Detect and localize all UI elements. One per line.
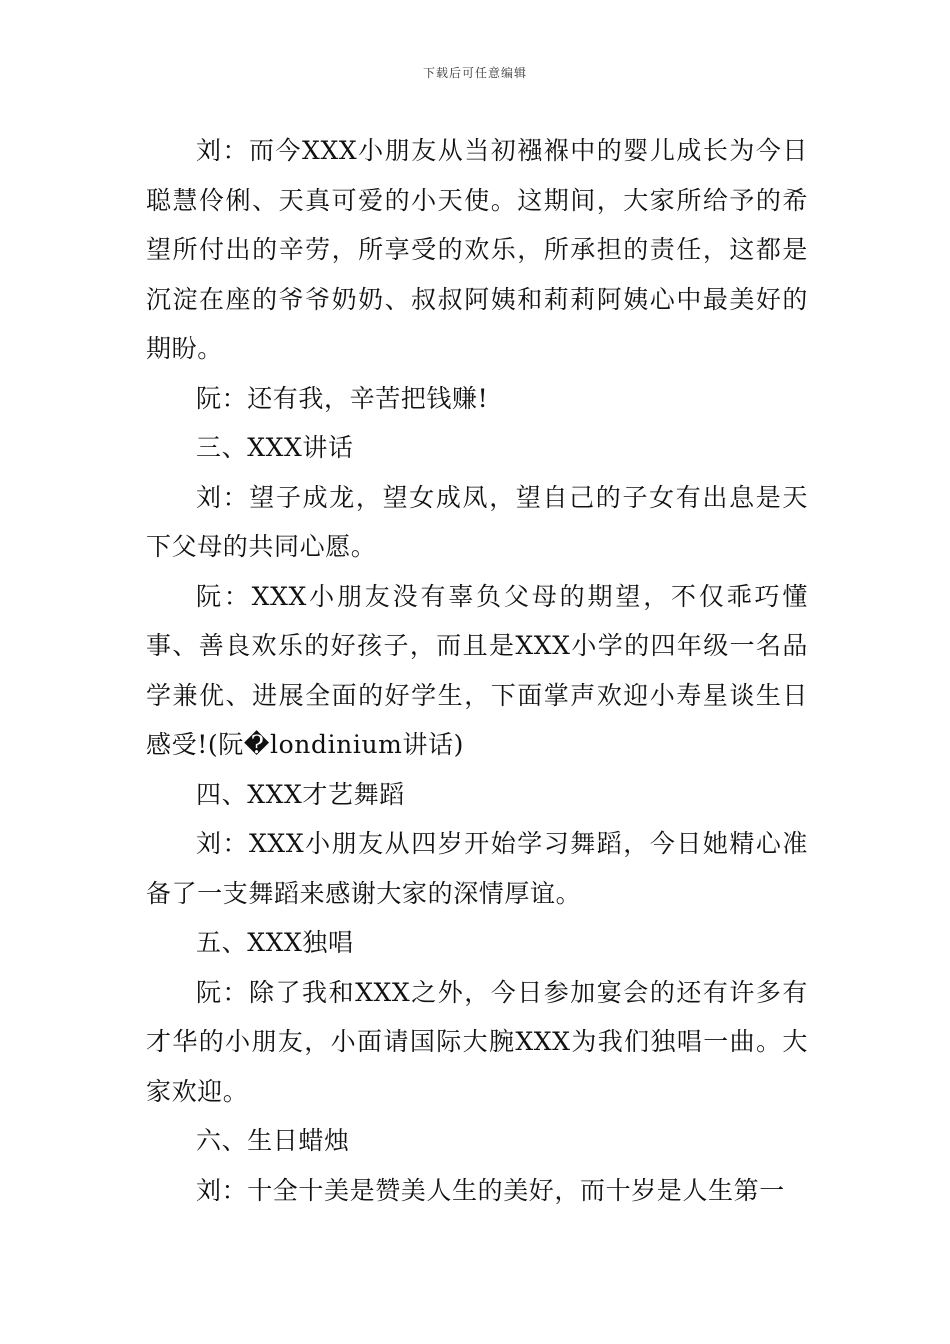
page-header: 下载后可任意编辑: [422, 66, 527, 80]
paragraph-9: 阮：除了我和XXX之外，今日参加宴会的还有许多有才华的小朋友，小面请国际大腕XXX为我们独唱一曲。大家欢迎。: [146, 977, 808, 1106]
paragraph-11: 刘：十全十美是赞美人生的美好，而十岁是人生第一: [196, 1175, 785, 1205]
paragraph-1: 刘：而今XXX小朋友从当初襁褓中的婴儿成长为今日聪慧伶俐、天真可爱的小天使。这期间，大家所给予的希望所付出的辛劳，所享受的欢乐，所承担的责任，这都是沉淀在座的爷爷奶奶、叔叔阿姨和莉莉阿姨心中最美好的期盼。: [146, 136, 808, 363]
paragraph-4: 刘：望子成龙，望女成凤，望自己的子女有出息是天下父母的共同心愿。: [146, 482, 808, 561]
section-heading-3: 三、XXX讲话: [196, 433, 354, 462]
paragraph-5: 阮：XXX小朋友没有辜负父母的期望，不仅乖巧懂事、善良欢乐的好孩子，而且是XXX小学的四年级一名品学兼优、进展全面的好学生，下面掌声欢迎小寿星谈生日感受!(阮�londinium讲话): [146, 581, 808, 759]
paragraph-7: 刘：XXX小朋友从四岁开始学习舞蹈，今日她精心准备了一支舞蹈来感谢大家的深情厚谊。: [146, 829, 808, 908]
section-heading-5: 五、XXX独唱: [196, 928, 354, 957]
document-body: [146, 126, 808, 1215]
section-heading-4: 四、XXX才艺舞蹈: [196, 779, 405, 809]
section-heading-6: 六、生日蜡烛: [196, 1126, 350, 1155]
paragraph-2: 阮：还有我，辛苦把钱赚!: [196, 383, 489, 413]
